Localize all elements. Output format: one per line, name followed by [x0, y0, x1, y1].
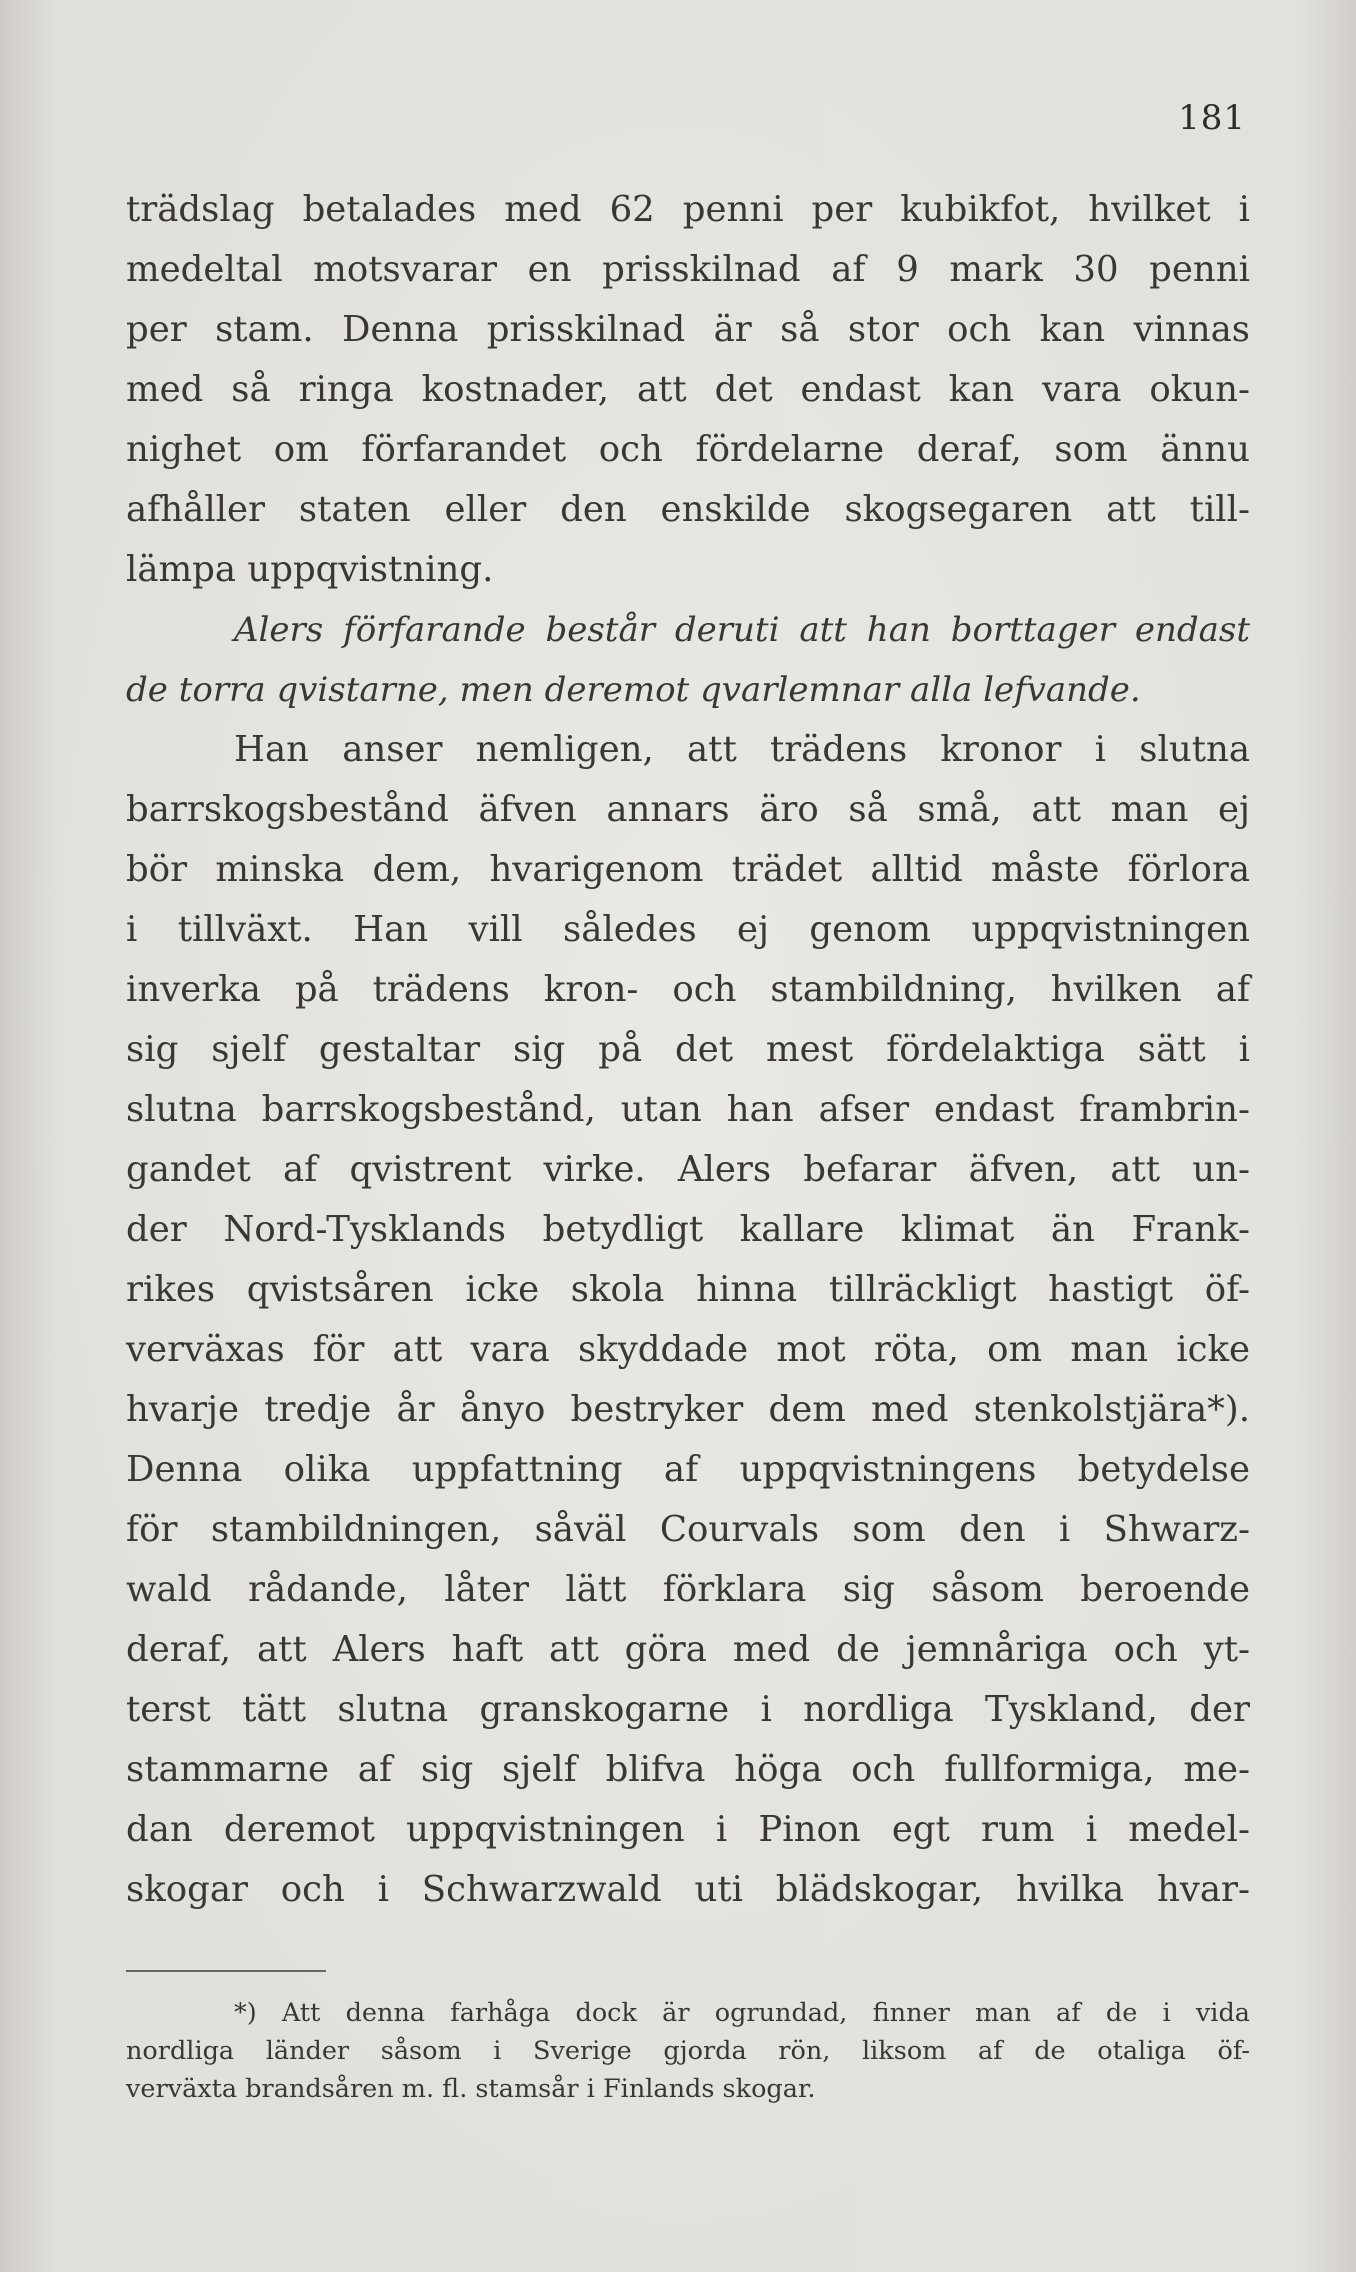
- text-line: bör minska dem, hvarigenom trädet alltid måste förlora: [126, 849, 1250, 890]
- text-line: Han anser nemligen, att trädens kronor i slutna: [234, 729, 1250, 770]
- text-line: deraf, att Alers haft att göra med de jemnåriga och yt-: [126, 1629, 1250, 1670]
- text-line: Denna olika uppfattning af uppqvistningens betydelse: [126, 1449, 1250, 1490]
- text-line: trädslag betalades med 62 penni per kubikfot, hvilket i: [126, 189, 1250, 230]
- footnote: [126, 1994, 1250, 2108]
- text-line: skogar och i Schwarzwald uti blädskogar, hvilka hvar-: [126, 1869, 1250, 1910]
- footnote-line: nordliga länder såsom i Sverige gjorda rön, liksom af de otaliga öf-: [126, 2036, 1250, 2066]
- text-line: per stam. Denna prisskilnad är så stor och kan vinnas: [126, 309, 1250, 350]
- text-line: wald rådande, låter lätt förklara sig såsom beroende: [126, 1569, 1250, 1610]
- text-line: med så ringa kostnader, att det endast kan vara okun-: [126, 369, 1250, 410]
- text-line: der Nord-Tysklands betydligt kallare klimat än Frank-: [126, 1209, 1250, 1250]
- text-line: medeltal motsvarar en prisskilnad af 9 mark 30 penni: [126, 249, 1250, 290]
- italic-text-line: de torra qvistarne, men deremot qvarlemnar alla lefvande.: [126, 670, 1141, 710]
- page-number: 181: [1178, 98, 1246, 138]
- italic-text-line: Alers förfarande består deruti att han borttager endast: [234, 610, 1250, 650]
- text-line: i tillväxt. Han vill således ej genom uppqvistningen: [126, 909, 1250, 950]
- text-line: för stambildningen, såväl Courvals som den i Shwarz-: [126, 1509, 1250, 1550]
- text-line: afhåller staten eller den enskilde skogsegaren att till-: [126, 489, 1250, 530]
- text-line: sig sjelf gestaltar sig på det mest fördelaktiga sätt i: [126, 1029, 1250, 1070]
- body-text: [126, 180, 1250, 1920]
- footnote-line: verväxta brandsåren m. fl. stamsår i Finlands skogar.: [126, 2074, 816, 2104]
- footnote-divider: [126, 1970, 326, 1972]
- text-line: rikes qvistsåren icke skola hinna tillräckligt hastigt öf-: [126, 1269, 1250, 1310]
- text-line: lämpa uppqvistning.: [126, 549, 494, 590]
- text-line: slutna barrskogsbestånd, utan han afser endast frambrin-: [126, 1089, 1250, 1130]
- footnote-line: *) Att denna farhåga dock är ogrundad, finner man af de i vida: [234, 1998, 1250, 2028]
- text-line: hvarje tredje år ånyo bestryker dem med stenkolstjära*).: [126, 1389, 1250, 1430]
- text-line: stammarne af sig sjelf blifva höga och fullformiga, me-: [126, 1749, 1250, 1790]
- text-line: inverka på trädens kron- och stambildning, hvilken af: [126, 969, 1250, 1010]
- text-line: terst tätt slutna granskogarne i nordliga Tyskland, der: [126, 1689, 1250, 1730]
- text-line: verväxas för att vara skyddade mot röta, om man icke: [126, 1329, 1250, 1370]
- text-line: barrskogsbestånd äfven annars äro så små, att man ej: [126, 789, 1250, 830]
- text-line: dan deremot uppqvistningen i Pinon egt rum i medel-: [126, 1809, 1250, 1850]
- text-line: gandet af qvistrent virke. Alers befarar äfven, att un-: [126, 1149, 1250, 1190]
- text-line: nighet om förfarandet och fördelarne deraf, som ännu: [126, 429, 1250, 470]
